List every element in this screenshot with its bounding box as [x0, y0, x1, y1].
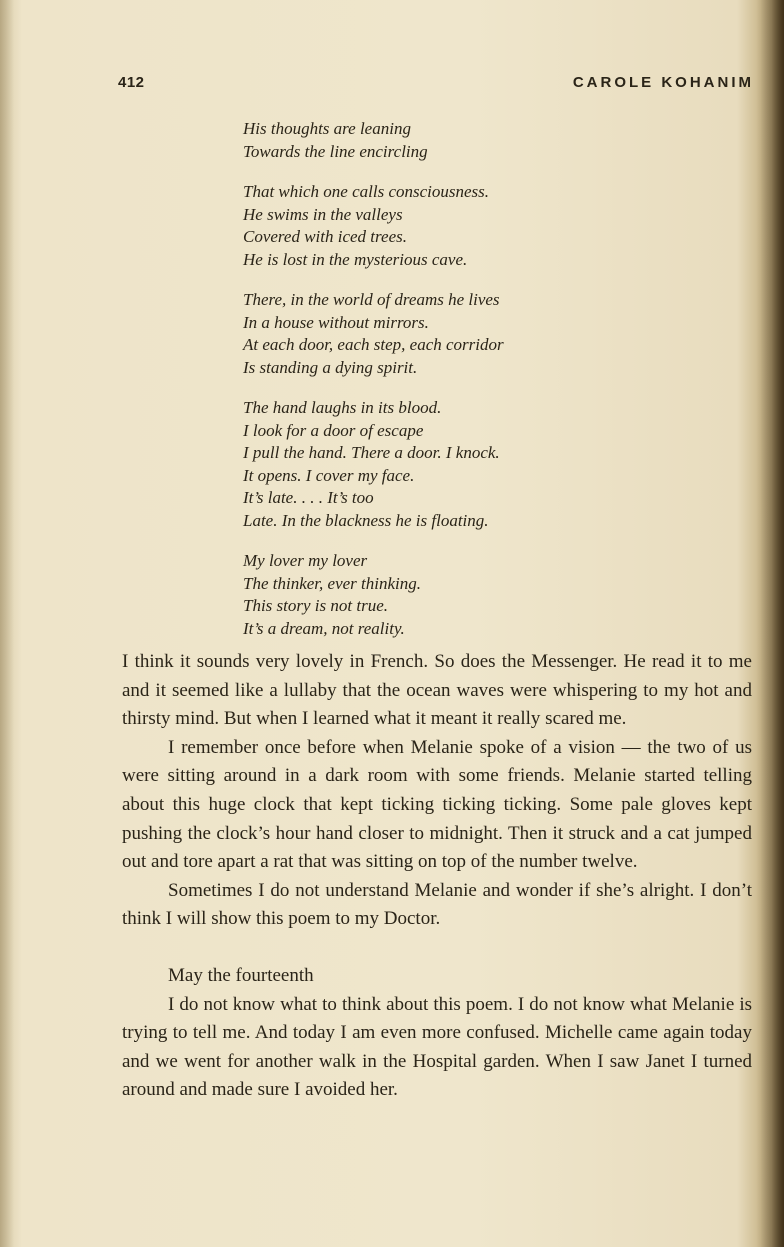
poem-line: There, in the world of dreams he lives [243, 290, 500, 309]
poem-line: I pull the hand. There a door. I knock. [243, 443, 500, 462]
paragraph: I remember once before when Melanie spoke of a vision — the two of us were sitting around in a dark room with some friends. Melanie started telling about this huge clock that kept ticking ticking ticking. Some pale gloves kept pushing the clock’s hour hand closer to midnight. Then it struck and a cat jumped out and tore apart a rat that was sitting on top of the number twelve. [122, 736, 752, 873]
poem-line: The hand laughs in its blood. [243, 398, 442, 417]
poem-stanza [243, 181, 703, 271]
paragraph: I think it sounds very lovely in French. So does the Messenger. He read it to me and it seemed like a lullaby that the ocean waves were whispering to my hot and thirsty mind. But when I learned what it meant it really scared me. [122, 651, 752, 730]
poem-line: It’s late. . . . It’s too [243, 488, 374, 507]
page-number: 412 [118, 74, 145, 91]
prose-body [122, 648, 752, 1105]
poem-line: At each door, each step, each corridor [243, 335, 504, 354]
page-edge-shadow [756, 0, 784, 1247]
poem-line: His thoughts are leaning [243, 119, 411, 138]
poem-stanza [243, 118, 703, 163]
poem-line: Late. In the blackness he is floating. [243, 510, 489, 530]
poem-stanza [243, 289, 703, 379]
poem-line: Towards the line encircling [243, 141, 428, 161]
poem-line: I look for a door of escape [243, 420, 424, 440]
diary-date-heading: May the fourteenth [168, 964, 314, 986]
paragraph: Sometimes I do not understand Melanie and wonder if she’s alright. I don’t think I will show this poem to my Doctor. [122, 879, 752, 930]
poem-stanza [243, 397, 703, 532]
poem-line: That which one calls consciousness. [243, 182, 490, 201]
poem-line: He swims in the valleys [243, 204, 403, 224]
poem-stanza [243, 550, 703, 640]
spine-shadow [0, 0, 14, 1247]
poem-line: Covered with iced trees. [243, 227, 407, 246]
poem-line: The thinker, ever thinking. [243, 573, 421, 593]
running-head: CAROLE KOHANIM [572, 74, 754, 91]
poem [243, 118, 703, 658]
paragraph: I do not know what to think about this poem. I do not know what Melanie is trying to tell me. And today I am even more confused. Michelle came again today and we went for another walk in the Hospital garden. When I saw Janet I turned around and made sure I avoided her. [122, 993, 752, 1101]
poem-line: He is lost in the mysterious cave. [243, 249, 468, 269]
poem-line: Is standing a dying spirit. [243, 357, 418, 377]
page-header [118, 74, 754, 98]
poem-line: It opens. I cover my face. [243, 465, 415, 485]
poem-line: This story is not true. [243, 596, 388, 615]
poem-line: It’s a dream, not reality. [243, 618, 405, 638]
poem-line: My lover my lover [243, 551, 368, 570]
poem-line: In a house without mirrors. [243, 312, 429, 332]
